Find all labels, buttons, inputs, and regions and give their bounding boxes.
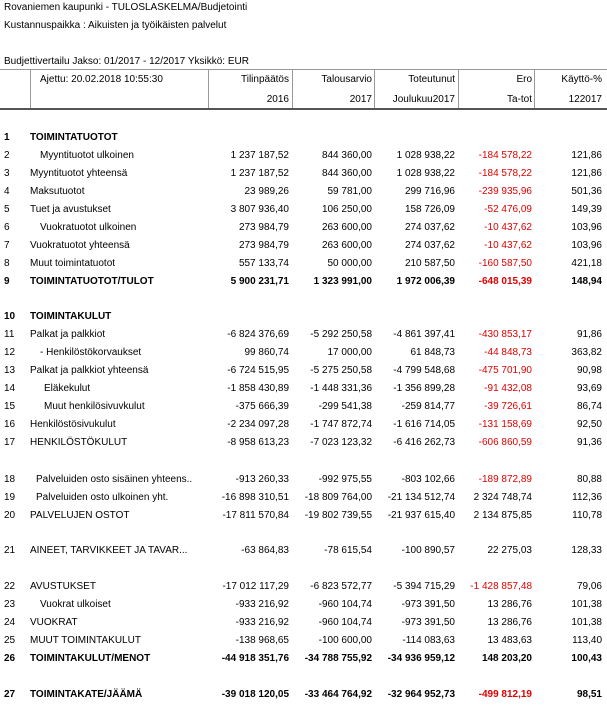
cell-ero: -475 701,90 xyxy=(478,365,532,376)
cell-toteutunut: -21 134 512,74 xyxy=(387,492,455,503)
row-number: 8 xyxy=(4,258,10,269)
row-label: TOIMINTAKULUT xyxy=(30,311,112,322)
table-row xyxy=(0,597,607,613)
cell-talousarvio: -19 802 739,55 xyxy=(304,510,372,521)
table-row xyxy=(0,417,607,433)
table-row xyxy=(0,256,607,272)
cell-ero: -131 158,69 xyxy=(478,419,532,430)
row-label: TOIMINTAKATE/JÄÄMÄ xyxy=(30,689,143,700)
table-row xyxy=(0,687,607,703)
col-talousarvio-title: Talousarvio xyxy=(321,74,372,85)
cell-toteutunut: -4 799 548,68 xyxy=(393,365,455,376)
col-ero-title: Ero xyxy=(516,74,532,85)
cell-ero: -52 476,09 xyxy=(484,204,532,215)
cell-toteutunut: -21 937 615,40 xyxy=(387,510,455,521)
row-number: 23 xyxy=(4,599,16,610)
cell-ero: -184 578,22 xyxy=(478,150,532,161)
cost-center: Kustannuspaikka : Aikuisten ja työikäisten palvelut xyxy=(4,20,227,31)
cell-kaytto: 86,74 xyxy=(576,401,602,412)
cell-tilinpaatos: 273 984,79 xyxy=(238,222,289,233)
cell-kaytto: 100,43 xyxy=(571,653,602,664)
cell-toteutunut: 274 037,62 xyxy=(404,240,455,251)
table-row xyxy=(0,345,607,361)
cell-tilinpaatos: 3 807 936,40 xyxy=(230,204,289,215)
row-number: 6 xyxy=(4,222,10,233)
row-label: Myyntituotot yhteensä xyxy=(30,168,128,179)
row-number: 19 xyxy=(4,492,16,503)
cell-toteutunut: -100 890,57 xyxy=(401,545,455,556)
cell-talousarvio: -34 788 755,92 xyxy=(304,653,372,664)
cell-toteutunut: 299 716,96 xyxy=(404,186,455,197)
cell-toteutunut: 1 972 006,39 xyxy=(396,276,455,287)
row-label: Myyntituotot ulkoinen xyxy=(40,150,134,161)
cell-talousarvio: -992 975,55 xyxy=(318,474,372,485)
cell-tilinpaatos: -913 260,33 xyxy=(235,474,289,485)
cell-ero: -648 015,39 xyxy=(478,276,532,287)
row-number: 9 xyxy=(4,276,10,287)
row-number: 1 xyxy=(4,132,10,143)
cell-ero: -160 587,50 xyxy=(478,258,532,269)
row-number: 22 xyxy=(4,581,16,592)
row-label: HENKILÖSTÖKULUT xyxy=(30,437,128,448)
table-row xyxy=(0,399,607,415)
table-row xyxy=(0,220,607,236)
cell-ero: -10 437,62 xyxy=(484,222,532,233)
table-row xyxy=(0,166,607,182)
cell-tilinpaatos: -2 234 097,28 xyxy=(227,419,289,430)
row-label: Palkat ja palkkiot xyxy=(30,329,106,340)
cell-toteutunut: -803 102,66 xyxy=(401,474,455,485)
cell-kaytto: 121,86 xyxy=(571,168,602,179)
row-number: 10 xyxy=(4,311,16,322)
row-label: Palkat ja palkkiot yhteensä xyxy=(30,365,149,376)
cell-ero: 13 483,63 xyxy=(487,635,532,646)
cell-toteutunut: 1 028 938,22 xyxy=(396,150,455,161)
cell-talousarvio: -960 104,74 xyxy=(318,617,372,628)
table-row xyxy=(0,615,607,631)
column-header xyxy=(0,70,607,108)
row-label: TOIMINTATUOTOT/TULOT xyxy=(30,276,154,287)
row-number: 26 xyxy=(4,653,16,664)
cell-tilinpaatos: -6 824 376,69 xyxy=(227,329,289,340)
cell-talousarvio: 1 323 991,00 xyxy=(313,276,372,287)
cell-toteutunut: -6 416 262,73 xyxy=(393,437,455,448)
col-tilinpaatos-title: Tilinpäätös xyxy=(241,74,289,85)
row-number: 17 xyxy=(4,437,16,448)
cell-ero: -44 848,73 xyxy=(484,347,532,358)
cell-toteutunut: -34 936 959,12 xyxy=(387,653,455,664)
cell-toteutunut: 210 587,50 xyxy=(404,258,455,269)
cell-ero: -91 432,08 xyxy=(484,383,532,394)
table-row xyxy=(0,472,607,488)
cell-ero: -1 428 857,48 xyxy=(470,581,532,592)
cell-toteutunut: -5 394 715,29 xyxy=(393,581,455,592)
cell-toteutunut: -973 391,50 xyxy=(401,617,455,628)
cell-talousarvio: 17 000,00 xyxy=(327,347,372,358)
cell-toteutunut: -32 964 952,73 xyxy=(387,689,455,700)
cell-tilinpaatos: -933 216,92 xyxy=(235,599,289,610)
cell-tilinpaatos: 273 984,79 xyxy=(238,240,289,251)
cell-tilinpaatos: -933 216,92 xyxy=(235,617,289,628)
cell-kaytto: 101,38 xyxy=(571,599,602,610)
row-number: 24 xyxy=(4,617,16,628)
row-label: VUOKRAT xyxy=(30,617,78,628)
cell-toteutunut: 158 726,09 xyxy=(404,204,455,215)
col-divider xyxy=(30,70,31,108)
cell-ero: -606 860,59 xyxy=(478,437,532,448)
cell-kaytto: 90,98 xyxy=(576,365,602,376)
table-row xyxy=(0,633,607,649)
row-number: 20 xyxy=(4,510,16,521)
col-toteutunut-title: Toteutunut xyxy=(408,74,455,85)
run-timestamp: Ajettu: 20.02.2018 10:55:30 xyxy=(40,74,163,85)
cell-kaytto: 110,78 xyxy=(572,510,602,521)
cell-ero: 148 203,20 xyxy=(481,653,532,664)
cell-ero: -189 872,89 xyxy=(478,474,532,485)
cell-tilinpaatos: -375 666,39 xyxy=(235,401,289,412)
cell-kaytto: 91,86 xyxy=(576,329,602,340)
row-label: AINEET, TARVIKKEET JA TAVAR... xyxy=(30,545,188,556)
cell-kaytto: 79,06 xyxy=(576,581,602,592)
table-row xyxy=(0,130,607,146)
row-label: Muut henkilösivuvkulut xyxy=(44,401,145,412)
cell-kaytto: 103,96 xyxy=(571,240,602,251)
cell-toteutunut: 1 028 938,22 xyxy=(396,168,455,179)
cell-talousarvio: -78 615,54 xyxy=(324,545,372,556)
cell-talousarvio: 844 360,00 xyxy=(321,168,372,179)
cell-tilinpaatos: -17 811 570,84 xyxy=(222,510,289,521)
cell-toteutunut: -1 356 899,28 xyxy=(393,383,455,394)
row-label: Eläkekulut xyxy=(44,383,91,394)
col-talousarvio-year: 2017 xyxy=(349,94,372,105)
table-row xyxy=(0,490,607,506)
budget-period: Budjettivertailu Jakso: 01/2017 - 12/2017 Yksikkö: EUR xyxy=(4,56,249,67)
cell-talousarvio: -299 541,38 xyxy=(318,401,372,412)
row-label: PALVELUJEN OSTOT xyxy=(30,510,130,521)
col-divider xyxy=(534,70,535,108)
table-row xyxy=(0,202,607,218)
cell-talousarvio: 106 250,00 xyxy=(321,204,372,215)
cell-ero: 2 324 748,74 xyxy=(473,492,532,503)
table-row xyxy=(0,274,607,290)
cell-ero: -39 726,61 xyxy=(484,401,532,412)
cell-tilinpaatos: 99 860,74 xyxy=(244,347,289,358)
cell-ero: 2 134 875,85 xyxy=(473,510,532,521)
cell-toteutunut: -4 861 397,41 xyxy=(393,329,455,340)
row-number: 5 xyxy=(4,204,10,215)
table-row xyxy=(0,579,607,595)
cell-tilinpaatos: 557 133,74 xyxy=(238,258,289,269)
table-row xyxy=(0,184,607,200)
cell-kaytto: 128,33 xyxy=(571,545,602,556)
row-label: Palveluiden osto sisäinen yhteens.. xyxy=(36,474,193,485)
row-number: 16 xyxy=(4,419,16,430)
table-row xyxy=(0,543,607,559)
col-divider xyxy=(458,70,459,108)
cell-kaytto: 121,86 xyxy=(571,150,602,161)
row-label: Vuokratuotot yhteensä xyxy=(30,240,130,251)
col-divider xyxy=(292,70,293,108)
cell-tilinpaatos: -8 958 613,23 xyxy=(227,437,289,448)
cell-tilinpaatos: 1 237 187,52 xyxy=(230,150,289,161)
table-row xyxy=(0,148,607,164)
cell-ero: 22 275,03 xyxy=(487,545,532,556)
cell-tilinpaatos: 23 989,26 xyxy=(244,186,289,197)
cell-tilinpaatos: -44 918 351,76 xyxy=(221,653,289,664)
cell-tilinpaatos: -16 898 310,51 xyxy=(221,492,289,503)
cell-talousarvio: -100 600,00 xyxy=(318,635,372,646)
cell-ero: -10 437,62 xyxy=(484,240,532,251)
cell-kaytto: 98,51 xyxy=(576,689,602,700)
cell-talousarvio: -1 448 331,36 xyxy=(310,383,372,394)
cell-kaytto: 92,50 xyxy=(576,419,602,430)
row-number: 15 xyxy=(4,401,16,412)
cell-tilinpaatos: -63 864,83 xyxy=(241,545,289,556)
cell-tilinpaatos: -17 012 117,29 xyxy=(222,581,289,592)
table-row xyxy=(0,238,607,254)
table-row xyxy=(0,309,607,325)
row-number: 7 xyxy=(4,240,10,251)
cell-toteutunut: 274 037,62 xyxy=(404,222,455,233)
cell-kaytto: 113,40 xyxy=(572,635,602,646)
table-row xyxy=(0,327,607,343)
row-label: Palveluiden osto ulkoinen yht. xyxy=(36,492,169,503)
cell-talousarvio: -5 275 250,58 xyxy=(310,365,372,376)
row-number: 12 xyxy=(4,347,16,358)
cell-tilinpaatos: 1 237 187,52 xyxy=(230,168,289,179)
cell-kaytto: 112,36 xyxy=(572,492,602,503)
col-ero-sub: Ta-tot xyxy=(506,94,532,105)
cell-toteutunut: -973 391,50 xyxy=(401,599,455,610)
cell-talousarvio: 263 600,00 xyxy=(321,240,372,251)
cell-talousarvio: 50 000,00 xyxy=(327,258,372,269)
col-kaytto-period: 122017 xyxy=(568,94,602,105)
row-label: AVUSTUKSET xyxy=(30,581,96,592)
cell-talousarvio: -18 809 764,00 xyxy=(304,492,372,503)
row-number: 18 xyxy=(4,474,16,485)
row-label: Vuokrat ulkoiset xyxy=(40,599,111,610)
row-number: 13 xyxy=(4,365,16,376)
row-number: 27 xyxy=(4,689,16,700)
cell-talousarvio: -6 823 572,77 xyxy=(310,581,372,592)
cell-ero: 13 286,76 xyxy=(487,617,532,628)
cell-ero: -430 853,17 xyxy=(478,329,532,340)
cell-tilinpaatos: -6 724 515,95 xyxy=(227,365,289,376)
row-number: 4 xyxy=(4,186,10,197)
row-label: Tuet ja avustukset xyxy=(30,204,111,215)
cell-kaytto: 148,94 xyxy=(571,276,602,287)
cell-ero: 13 286,76 xyxy=(487,599,532,610)
cell-kaytto: 91,36 xyxy=(576,437,602,448)
cell-tilinpaatos: 5 900 231,71 xyxy=(230,276,289,287)
header-bottom-divider xyxy=(0,108,607,110)
table-row xyxy=(0,651,607,667)
row-label: Maksutuotot xyxy=(30,186,85,197)
cell-ero: -184 578,22 xyxy=(478,168,532,179)
row-label: Henkilöstösivukulut xyxy=(30,419,116,430)
cell-talousarvio: 844 360,00 xyxy=(321,150,372,161)
cell-tilinpaatos: -138 968,65 xyxy=(235,635,289,646)
cell-toteutunut: -1 616 714,05 xyxy=(393,419,455,430)
cell-talousarvio: -33 464 764,92 xyxy=(304,689,372,700)
table-row xyxy=(0,381,607,397)
row-label: Vuokratuotot ulkoinen xyxy=(40,222,137,233)
row-label: TOIMINTATUOTOT xyxy=(30,132,118,143)
cell-kaytto: 363,82 xyxy=(571,347,602,358)
row-label: Muut toimintatuotot xyxy=(30,258,116,269)
col-toteutunut-period: Joulukuu2017 xyxy=(392,94,455,105)
cell-toteutunut: 61 848,73 xyxy=(410,347,455,358)
row-label: MUUT TOIMINTAKULUT xyxy=(30,635,141,646)
cell-ero: -499 812,19 xyxy=(478,689,532,700)
row-number: 25 xyxy=(4,635,16,646)
cell-kaytto: 80,88 xyxy=(576,474,602,485)
table-row xyxy=(0,508,607,524)
cell-kaytto: 93,69 xyxy=(576,383,602,394)
cell-talousarvio: 59 781,00 xyxy=(327,186,372,197)
cell-talousarvio: -5 292 250,58 xyxy=(310,329,372,340)
row-number: 21 xyxy=(4,545,16,556)
cell-kaytto: 101,38 xyxy=(571,617,602,628)
table-row xyxy=(0,435,607,451)
report-title: Rovaniemen kaupunki - TULOSLASKELMA/Budjetointi xyxy=(4,2,248,13)
cell-talousarvio: -7 023 123,32 xyxy=(310,437,372,448)
row-number: 3 xyxy=(4,168,10,179)
cell-kaytto: 501,36 xyxy=(571,186,602,197)
cell-tilinpaatos: -1 858 430,89 xyxy=(227,383,289,394)
col-divider xyxy=(208,70,209,108)
row-label: - Henkilöstökorvaukset xyxy=(40,347,142,358)
row-number: 11 xyxy=(4,329,15,340)
col-kaytto-title: Käyttö-% xyxy=(561,74,602,85)
cell-talousarvio: -1 747 872,74 xyxy=(310,419,372,430)
cell-tilinpaatos: -39 018 120,05 xyxy=(221,689,289,700)
cell-kaytto: 421,18 xyxy=(571,258,602,269)
row-number: 2 xyxy=(4,150,10,161)
row-number: 14 xyxy=(4,383,16,394)
cell-toteutunut: -259 814,77 xyxy=(401,401,455,412)
cell-talousarvio: -960 104,74 xyxy=(318,599,372,610)
col-tilinpaatos-year: 2016 xyxy=(266,94,289,105)
cell-talousarvio: 263 600,00 xyxy=(321,222,372,233)
row-label: TOIMINTAKULUT/MENOT xyxy=(30,653,151,664)
col-divider xyxy=(374,70,375,108)
table-row xyxy=(0,363,607,379)
cell-toteutunut: -114 083,63 xyxy=(402,635,455,646)
cell-ero: -239 935,96 xyxy=(478,186,532,197)
cell-kaytto: 103,96 xyxy=(571,222,602,233)
cell-kaytto: 149,39 xyxy=(571,204,602,215)
